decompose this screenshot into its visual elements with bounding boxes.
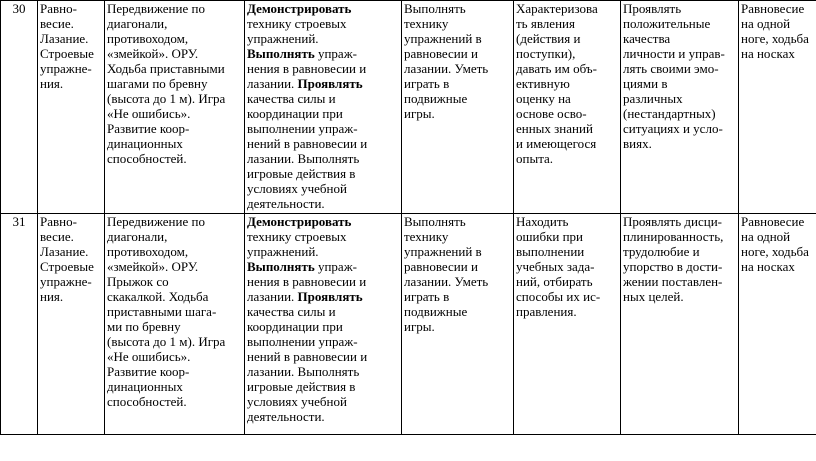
activity-cell-line: равновесии и: [404, 46, 478, 61]
activity-cell-line: технику: [404, 16, 449, 31]
content-cell-line: скакалкой. Ходьба: [107, 289, 209, 304]
topic-cell-line: весие.: [40, 229, 74, 244]
cognitive-cell-line: давать им объ-: [516, 61, 597, 76]
cognitive-cell-line: Характеризова: [516, 1, 598, 16]
topic-cell-line: ния.: [40, 76, 64, 91]
topic-cell-line: Равно-: [40, 214, 77, 229]
activity-cell-line: подвижные: [404, 304, 468, 319]
topic-cell-line: Равно-: [40, 1, 77, 16]
subject-results-line: игровые действия в: [247, 166, 356, 181]
content-cell-line: «Не ошибись».: [107, 106, 191, 121]
cognitive-cell-line: енных знаний: [516, 121, 593, 136]
homework-cell-line: Равновесие: [741, 214, 805, 229]
content-cell-line: противоходом,: [107, 244, 189, 259]
homework-cell-line: на носках: [741, 259, 795, 274]
homework-cell: [739, 1, 816, 214]
subject-results-line: нений в равновесии и: [247, 349, 368, 364]
lesson-number-cell-line: 31: [12, 214, 26, 229]
personal-cell-line: (нестандартных): [623, 106, 716, 121]
personal-cell-line: упорство в дости-: [623, 259, 723, 274]
subject-results-line: качества силы и: [247, 304, 336, 319]
topic-cell-line: Строевые: [40, 259, 94, 274]
table-row: [1, 1, 816, 214]
topic-cell-line: упражне-: [40, 274, 92, 289]
homework-cell-line: ноге, ходьба: [741, 31, 809, 46]
cognitive-cell-line: ний, отбирать: [516, 274, 593, 289]
personal-cell: [621, 1, 739, 214]
personal-cell-line: лять своими эмо-: [623, 61, 719, 76]
content-cell-line: диагонали,: [107, 229, 168, 244]
cognitive-cell-line: правления.: [516, 304, 577, 319]
subject-results-line: деятельности.: [247, 409, 325, 424]
content-cell: [105, 214, 245, 435]
subject-results-line: лазании. Проявлять: [247, 76, 363, 91]
activity-cell-line: равновесии и: [404, 259, 478, 274]
subject-results-line: условиях учебной: [247, 394, 347, 409]
activity-cell-line: игры.: [404, 106, 435, 121]
content-cell-line: шагами по бревну: [107, 76, 208, 91]
personal-cell-line: трудолюбие и: [623, 244, 700, 259]
subject-results-line: выполнении упраж-: [247, 121, 358, 136]
content-cell-line: ми по бревну: [107, 319, 181, 334]
content-cell-line: (высота до 1 м). Игра: [107, 334, 226, 349]
subject-results-line: выполнении упраж-: [247, 334, 358, 349]
personal-cell-line: циями в: [623, 76, 668, 91]
personal-cell-line: жении поставлен-: [623, 274, 723, 289]
subject-results-line: нения в равновесии и: [247, 274, 367, 289]
content-cell-line: приставными шага-: [107, 304, 217, 319]
personal-cell-line: ситуациях и усло-: [623, 121, 723, 136]
cognitive-cell-line: (действия и: [516, 31, 581, 46]
content-cell-line: Передвижение по: [107, 214, 205, 229]
homework-cell-line: Равновесие: [741, 1, 805, 16]
cognitive-cell-line: ективную: [516, 76, 570, 91]
topic-cell-line: Лазание.: [40, 31, 89, 46]
subject-results-cell: [245, 214, 402, 435]
content-cell-line: «Не ошибись».: [107, 349, 191, 364]
subject-results-line: лазании. Выполнять: [247, 151, 360, 166]
lesson-number-cell: [1, 1, 38, 214]
activity-cell-line: упражнений в: [404, 244, 482, 259]
subject-results-line: упражнений.: [247, 244, 319, 259]
content-cell-line: Прыжок со: [107, 274, 169, 289]
personal-cell-line: положительные: [623, 16, 711, 31]
content-cell-line: Передвижение по: [107, 1, 205, 16]
content-cell-line: способностей.: [107, 394, 187, 409]
content-cell-line: Развитие коор-: [107, 364, 190, 379]
personal-cell: [621, 214, 739, 435]
activity-cell-line: игры.: [404, 319, 435, 334]
activity-cell-line: Выполнять: [404, 214, 466, 229]
activity-cell-line: лазании. Уметь: [404, 274, 489, 289]
subject-results-line: деятельности.: [247, 196, 325, 211]
cognitive-cell-line: Находить: [516, 214, 569, 229]
cognitive-cell-line: оценку на: [516, 91, 571, 106]
personal-cell-line: различных: [623, 91, 683, 106]
subject-results-line: условиях учебной: [247, 181, 347, 196]
personal-cell-line: виях.: [623, 136, 652, 151]
table-row: [1, 214, 816, 435]
homework-cell-line: ноге, ходьба: [741, 244, 809, 259]
content-cell-line: Развитие коор-: [107, 121, 190, 136]
subject-results-line: технику строевых: [247, 229, 347, 244]
content-cell-line: динационных: [107, 136, 183, 151]
cognitive-cell-line: выполнении: [516, 244, 585, 259]
cognitive-cell-line: опыта.: [516, 151, 554, 166]
subject-results-line: координации при: [247, 106, 343, 121]
subject-results-line: координации при: [247, 319, 343, 334]
homework-cell-line: на одной: [741, 229, 791, 244]
activity-cell-line: подвижные: [404, 91, 468, 106]
activity-cell-line: играть в: [404, 76, 450, 91]
cognitive-cell-line: поступки),: [516, 46, 576, 61]
subject-results-line: нения в равновесии и: [247, 61, 367, 76]
topic-cell-line: упражне-: [40, 61, 92, 76]
topic-cell: [38, 214, 105, 435]
homework-cell-line: на носках: [741, 46, 795, 61]
subject-results-cell: [245, 1, 402, 214]
topic-cell-line: Лазание.: [40, 244, 89, 259]
subject-results-line: технику строевых: [247, 16, 347, 31]
cognitive-cell-line: ть явления: [516, 16, 575, 31]
cognitive-cell-line: основе осво-: [516, 106, 587, 121]
subject-results-line: Демонстрировать: [247, 214, 352, 229]
personal-cell-line: ных целей.: [623, 289, 684, 304]
cognitive-cell-line: способы их ис-: [516, 289, 601, 304]
subject-results-line: Демонстрировать: [247, 1, 352, 16]
content-cell-line: противоходом,: [107, 31, 189, 46]
subject-results-line: Выполнять упраж-: [247, 259, 358, 274]
cognitive-cell-line: ошибки при: [516, 229, 584, 244]
activity-cell: [402, 1, 514, 214]
topic-cell-line: ния.: [40, 289, 64, 304]
content-cell: [105, 1, 245, 214]
personal-cell-line: личности и управ-: [623, 46, 725, 61]
topic-cell-line: весие.: [40, 16, 74, 31]
homework-cell-line: на одной: [741, 16, 791, 31]
subject-results-line: нений в равновесии и: [247, 136, 368, 151]
cognitive-cell: [514, 214, 621, 435]
subject-results-line: игровые действия в: [247, 379, 356, 394]
lesson-number-cell-line: 30: [12, 1, 26, 16]
activity-cell-line: технику: [404, 229, 449, 244]
topic-cell-line: Строевые: [40, 46, 94, 61]
topic-cell: [38, 1, 105, 214]
subject-results-line: качества силы и: [247, 91, 336, 106]
cognitive-cell: [514, 1, 621, 214]
content-cell-line: Ходьба приставными: [107, 61, 225, 76]
subject-results-line: упражнений.: [247, 31, 319, 46]
cognitive-cell-line: учебных зада-: [516, 259, 595, 274]
lesson-number-cell: [1, 214, 38, 435]
content-cell-line: способностей.: [107, 151, 187, 166]
content-cell-line: динационных: [107, 379, 183, 394]
activity-cell: [402, 214, 514, 435]
cognitive-cell-line: и имеющегося: [516, 136, 597, 151]
personal-cell-line: плинированность,: [623, 229, 724, 244]
subject-results-line: Выполнять упраж-: [247, 46, 358, 61]
activity-cell-line: Выполнять: [404, 1, 466, 16]
homework-cell: [739, 214, 816, 435]
personal-cell-line: Проявлять: [623, 1, 682, 16]
content-cell-line: «змейкой». ОРУ.: [107, 259, 199, 274]
activity-cell-line: лазании. Уметь: [404, 61, 489, 76]
content-cell-line: диагонали,: [107, 16, 168, 31]
subject-results-line: лазании. Выполнять: [247, 364, 360, 379]
content-cell-line: (высота до 1 м). Игра: [107, 91, 226, 106]
personal-cell-line: Проявлять дисци-: [623, 214, 722, 229]
content-cell-line: «змейкой». ОРУ.: [107, 46, 199, 61]
activity-cell-line: упражнений в: [404, 31, 482, 46]
subject-results-line: лазании. Проявлять: [247, 289, 363, 304]
personal-cell-line: качества: [623, 31, 671, 46]
activity-cell-line: играть в: [404, 289, 450, 304]
